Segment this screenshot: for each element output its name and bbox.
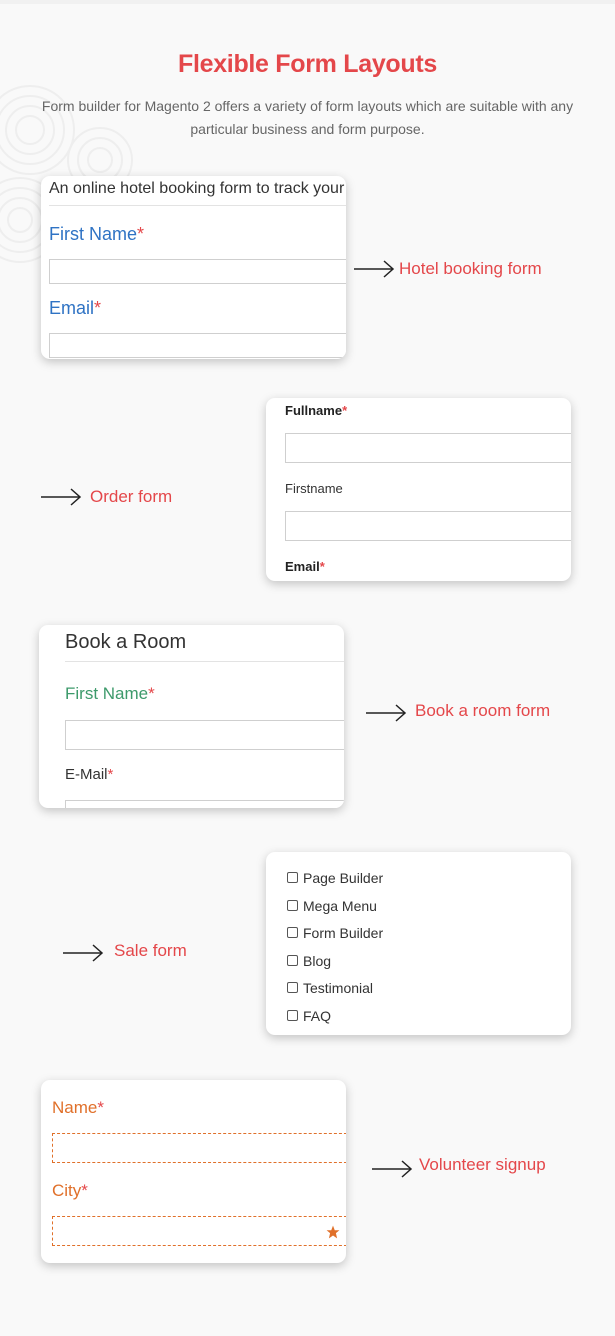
testimonial-checkbox[interactable] (287, 982, 298, 993)
sale-form-preview (266, 852, 571, 1035)
page-title: Flexible Form Layouts (177, 50, 438, 78)
subtitle-line-2: particular business and form purpose. (190, 121, 425, 137)
hotel-first-name-input[interactable] (49, 259, 346, 284)
room-email-label: E-Mail* (65, 766, 114, 783)
volunteer-signup-form-preview (41, 1080, 346, 1263)
order-email-label: Email* (285, 559, 325, 574)
form-builder-option-label: Form Builder (303, 925, 384, 941)
hotel-booking-caption: Hotel booking form (399, 259, 542, 278)
volunteer-city-label: City* (52, 1181, 88, 1200)
hotel-booking-form-preview (41, 176, 346, 359)
sale-form-caption: Sale form (114, 941, 187, 960)
blog-checkbox[interactable] (287, 955, 298, 966)
page-builder-checkbox[interactable] (287, 872, 298, 883)
mega-menu-option-label: Mega Menu (303, 898, 377, 914)
arrow-right-icon (353, 259, 395, 279)
volunteer-name-label: Name* (52, 1098, 104, 1117)
hotel-email-input[interactable] (49, 333, 346, 358)
page-subtitle (40, 95, 575, 141)
mega-menu-checkbox[interactable] (287, 900, 298, 911)
arrow-right-icon (371, 1159, 413, 1179)
volunteer-name-input[interactable] (52, 1133, 346, 1163)
arrow-right-icon (62, 943, 104, 963)
room-form-divider (65, 661, 344, 662)
hotel-first-name-label: First Name* (49, 224, 145, 244)
hotel-email-label: Email* (49, 298, 102, 318)
hotel-form-heading: An online hotel booking form to track your (49, 180, 345, 197)
book-room-form-preview (39, 625, 344, 808)
hotel-form-divider (49, 205, 346, 206)
order-fullname-label: Fullname* (285, 403, 348, 418)
top-bar (0, 0, 615, 4)
room-first-name-label: First Name* (65, 684, 155, 703)
volunteer-signup-caption: Volunteer signup (419, 1155, 546, 1174)
arrow-right-icon (365, 703, 407, 723)
order-form-caption: Order form (90, 487, 173, 506)
order-firstname-input[interactable] (285, 511, 571, 541)
volunteer-city-input[interactable] (52, 1216, 346, 1246)
faq-option-label: FAQ (303, 1008, 332, 1024)
testimonial-option-label: Testimonial (303, 980, 374, 996)
faq-checkbox[interactable] (287, 1010, 298, 1021)
page-builder-option-label: Page Builder (303, 870, 384, 886)
room-first-name-input[interactable] (65, 720, 344, 750)
room-form-heading: Book a Room (65, 631, 187, 653)
order-firstname-label: Firstname (285, 481, 343, 496)
form-builder-checkbox[interactable] (287, 927, 298, 938)
book-room-caption: Book a room form (415, 701, 551, 720)
arrow-right-icon (40, 487, 82, 507)
room-email-input[interactable] (65, 800, 344, 808)
blog-option-label: Blog (303, 953, 332, 969)
order-fullname-input[interactable] (285, 433, 571, 463)
order-form-preview (266, 398, 571, 581)
star-icon (326, 1225, 340, 1239)
subtitle-line-1: Form builder for Magento 2 offers a variety of form layouts which are suitable with any (41, 98, 574, 114)
